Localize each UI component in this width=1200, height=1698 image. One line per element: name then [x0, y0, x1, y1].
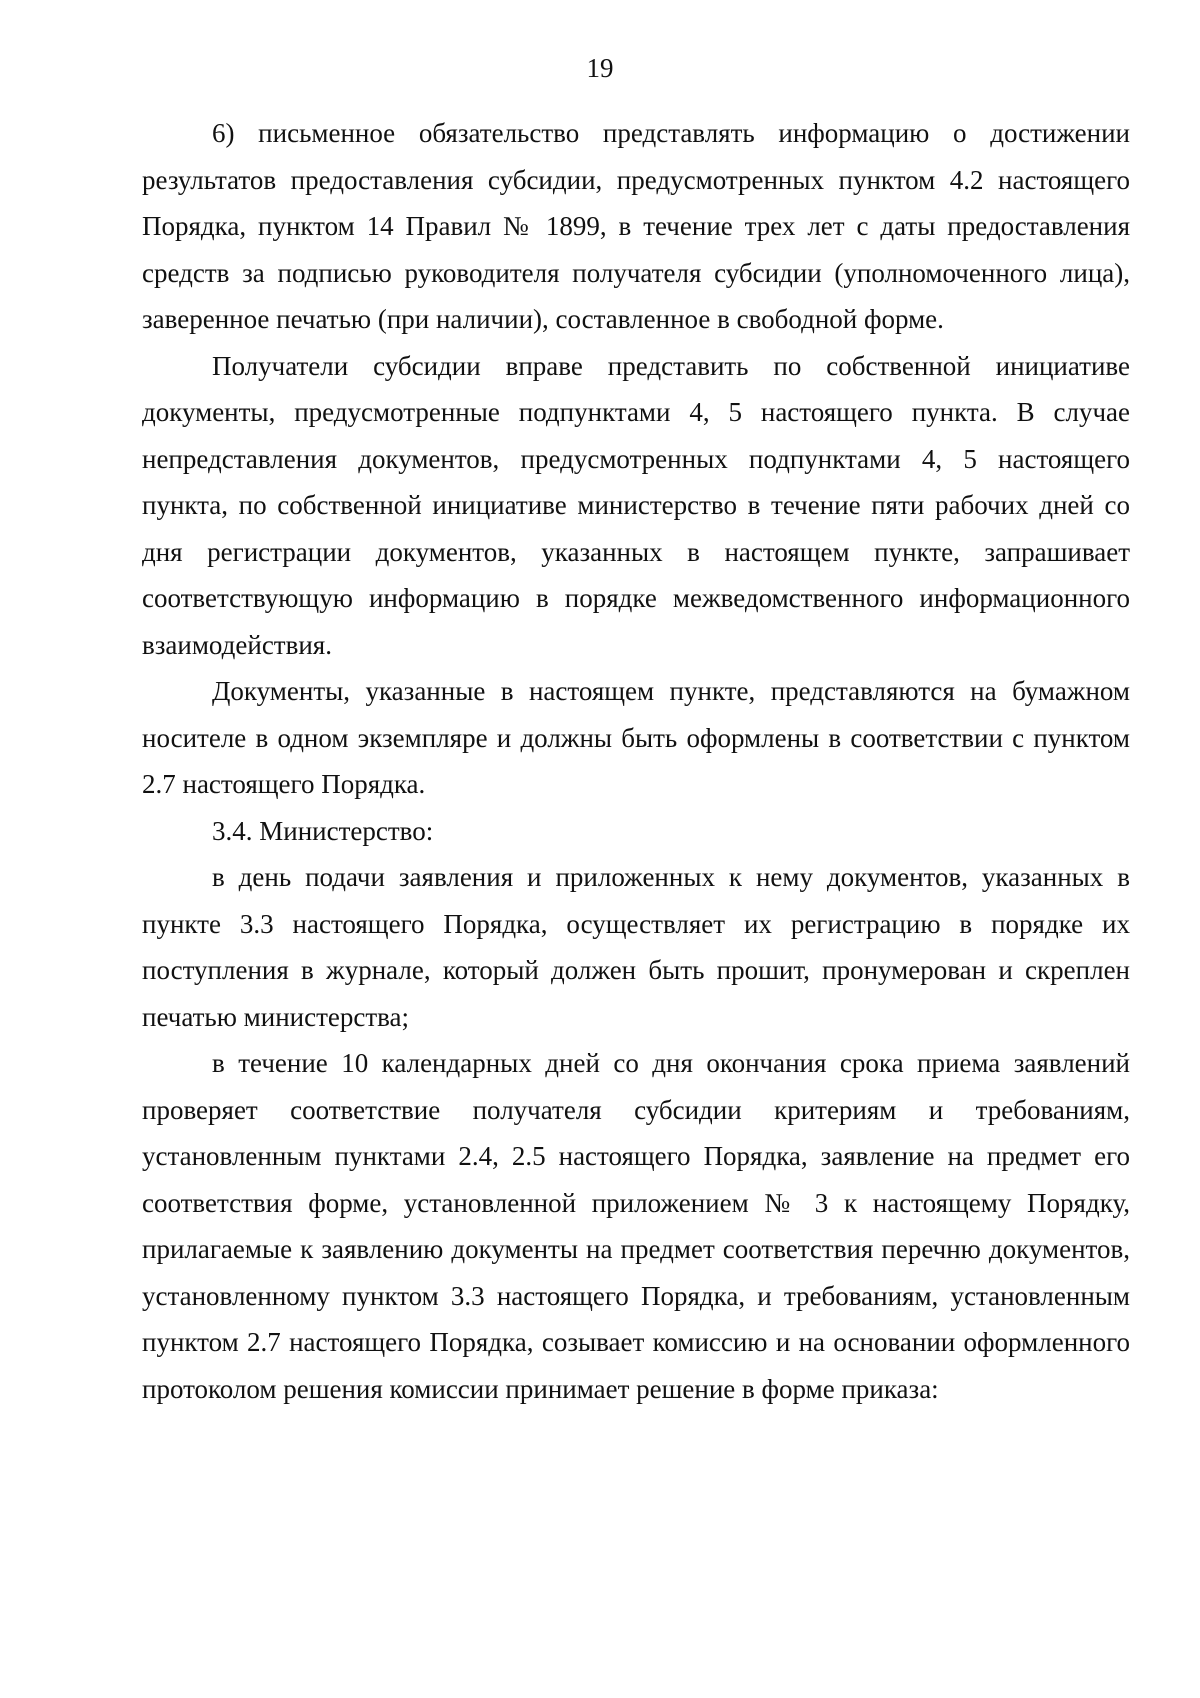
- paragraph-section-heading: 3.4. Министерство:: [212, 815, 434, 846]
- paragraph-registration: в день подачи заявления и приложенных к нему документов, указанных в пункте 3.3 настоящего Порядка, осуществляет их регистрацию в порядке их поступления в журнале, который должен быть прошит, пронумерован и скреплен печатью министерства;: [142, 862, 1130, 1032]
- paragraph-obligation: 6) письменное обязательство представлять информацию о достижении результатов предоставления субсидии, предусмотренных пунктом 4.2 настоящего Порядка, пунктом 14 Правил № 1899, в течение трех лет с даты предоставления средств за подписью руководителя получателя субсидии (уполномоченного лица), заверенное печатью (при наличии), составленное в свободной форме.: [142, 118, 1130, 334]
- document-body: [142, 110, 1130, 1412]
- paragraph-documents-format: Документы, указанные в настоящем пункте, представляются на бумажном носителе в одном экземпляре и должны быть оформлены в соответствии с пунктом 2.7 настоящего Порядка.: [142, 676, 1130, 799]
- page-number: 19: [586, 53, 614, 83]
- paragraph-verification: в течение 10 календарных дней со дня окончания срока приема заявлений проверяет соответствие получателя субсидии критериям и требованиям, установленным пунктами 2.4, 2.5 настоящего Порядка, заявление на предмет его соответствия форме, установленной приложением № 3 к настоящему Порядку, прилагаемые к заявлению документы на предмет соответствия перечню документов, установленному пунктом 3.3 настоящего Порядка, и требованиям, установленным пунктом 2.7 настоящего Порядка, созывает комиссию и на основании оформленного протоколом решения комиссии принимает решение в форме приказа:: [142, 1048, 1130, 1404]
- paragraph-recipients-right: Получатели субсидии вправе представить по собственной инициативе документы, предусмотренные подпунктами 4, 5 настоящего пункта. В случае непредставления документов, предусмотренных подпунктами 4, 5 настоящего пункта, по собственной инициативе министерство в течение пяти рабочих дней со дня регистрации документов, указанных в настоящем пункте, запрашивает соответствующую информацию в порядке межведомственного информационного взаимодействия.: [142, 350, 1130, 660]
